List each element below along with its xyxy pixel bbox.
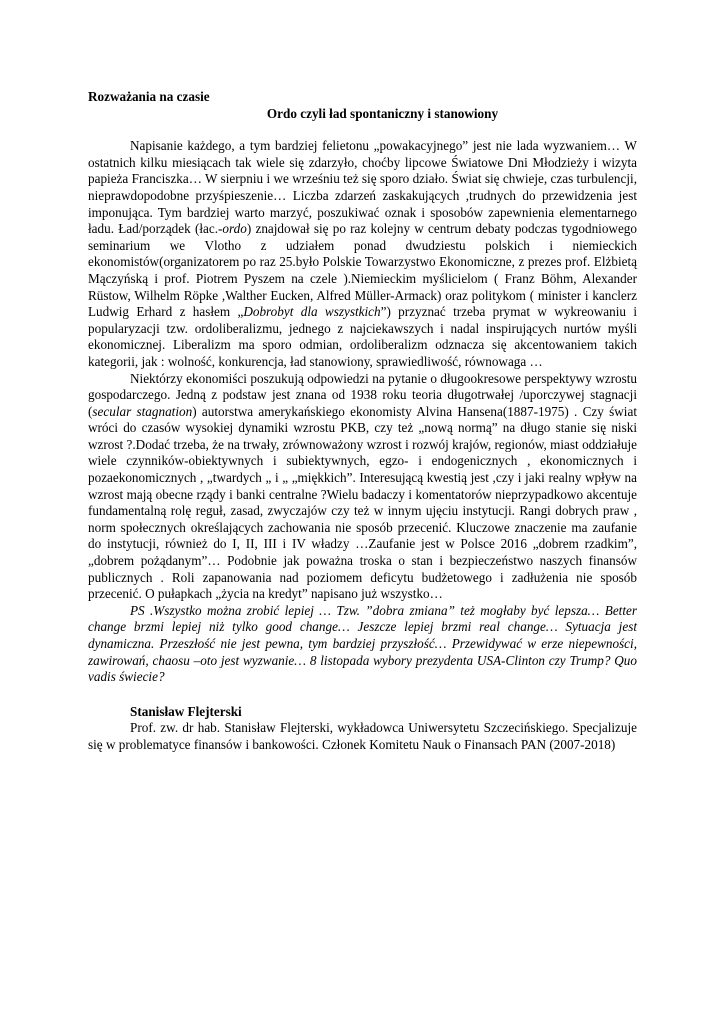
paragraph-1-seg-2: ) znajdował się po raz kolejny w centrum debaty podczas tygodniowego seminarium we Vlotho z udziałem ponad dwudziestu polskich i niemieckich ekonomistów(organizatorem po raz 25.było Polskie Towarzystwo Ekonomiczne, z prezes prof. Elżbietą Mączyńską i prof. Piotrem Pyszem na czele ).Niemieckim myślicielom ( Franz Böhm, Alexander Rüstow, Wilhelm Röpke ,Walther Eucken, Alfred Müller-Armack) oraz politykom ( minister i kanclerz Ludwig Erhard z hasłem „ [88,221,637,320]
author-name: Stanisław Flejterski [130,703,242,719]
article-title: Ordo czyli ład spontaniczny i stanowiony [266,105,499,121]
rubric-heading: Rozważania na czasie [88,89,210,104]
author-bio: Prof. zw. dr hab. Stanisław Flejterski, wykładowca Uniwersytetu Szczecińskiego. Specjalizuje się w problematyce finansów i bankowości. Członek Komitetu Nauk o Finansach PAN (2007-2018) [88,720,637,752]
paragraph-1-seg-3: Dobrobyt dla wszystkich [243,304,381,320]
paragraph-2-seg-2: ) autorstwa amerykańskiego ekonomisty Alvina Hansena(1887-1975) . Czy świat wróci do czasów wysokiej dynamiki wzrostu PKB, czy też „nową normą” na długo stanie się niski wzrost ?.Dodać trzeba, że na trwały, zrównoważony wzrost i rozwój krajów, regionów, miast oddziałuje wiele czynników-obiektywnych i subiektywnych, egzo- i endogenicznych , ekonomicznych i pozaekonomicznych , „twardych „ i „ „miękkich”. Interesującą kwestią jest ,czy i jaki realny wpływ na wzrost mają obecne rządy i banki centralne ?Wielu badaczy i komentatorów nieprzypadkowo akcentuje fundamentalną rolę reguł, zasad, zwyczajów czy też w innym ujęciu instytucji. Rangi dobrych praw , norm społecznych określających zachowania nie sposób przecenić. Kluczowe znaczenie ma zaufanie do instytucji, również do I, II, III i IV władzy …Zaufanie jest w Polsce 2016 „dobrem rzadkim”, „dobrem pożądanym”… Podobnie jak poważna troska o stan i bezpieczeństwo naszych finansów publicznych . Roli zapanowania nad poziomem deficytu budżetowego i zadłużenia nie sposób przecenić. O pułapkach „życia na kredyt” napisano już wszystko… [88,403,637,602]
postscript: PS .Wszystko można zrobić lepiej … Tzw. ”dobra zmiana” też mogłaby być lepsza… Better change brzmi lepiej niż tylko good change… Jeszcze lepiej brzmi real change… Sytuacja jest dynamiczna. Przeszłość nie jest pewna, tym bardziej przyszłość… Przewidywać w erze niepewności, zawirowań, chaosu –oto jest wyzwanie… 8 listopada wybory prezydenta USA-Clinton czy Trump? Quo vadis świecie? [88,602,637,685]
paragraph-1 [88,138,637,370]
paragraph-2 [88,371,637,603]
paragraph-2-seg-0: Niektórzy ekonomiści poszukują odpowiedzi na pytanie o długookresowe perspektywy wzrostu gospodarczego. Jedną z podstaw jest znana od 1938 roku teoria długotrwałej /uporczywej stagnacji ( [88,370,637,419]
paragraph-1-seg-4: ”) przyznać trzeba prymat w wykreowaniu i popularyzacji tzw. ordoliberalizmu, jednego z najciekawszych i nadal inspirujących nurtów myśli ekonomicznej. Liberalizm ma sporo odmian, ordoliberalizm odznacza się akcentowaniem takich kategorii, jak : wolność, konkurencja, ład stanowiony, sprawiedliwość, równowaga … [88,304,637,369]
paragraph-1-seg-1: ordo [222,221,247,237]
paragraph-2-seg-1: secular stagnation [92,403,193,419]
paragraph-1-seg-0: Napisanie każdego, a tym bardziej felietonu „powakacyjnego” jest nie lada wyzwaniem… W ostatnich kilku miesiącach tak wiele się zdarzyło, choćby lipcowe Światowe Dni Młodzieży i wizyta papieża Franciszka… W sierpniu i we wrześniu też się sporo działo. Świat się chwieje, czas turbulencji, nieprawdopodobne przyśpieszenie… Liczba zdarzeń zaskakujących ,trudnych do przewidzenia jest imponująca. Tym bardziej warto marzyć, poszukiwać oznak i sposobów zapewnienia elementarnego ładu. Ład/porządek (łac.- [88,138,637,237]
